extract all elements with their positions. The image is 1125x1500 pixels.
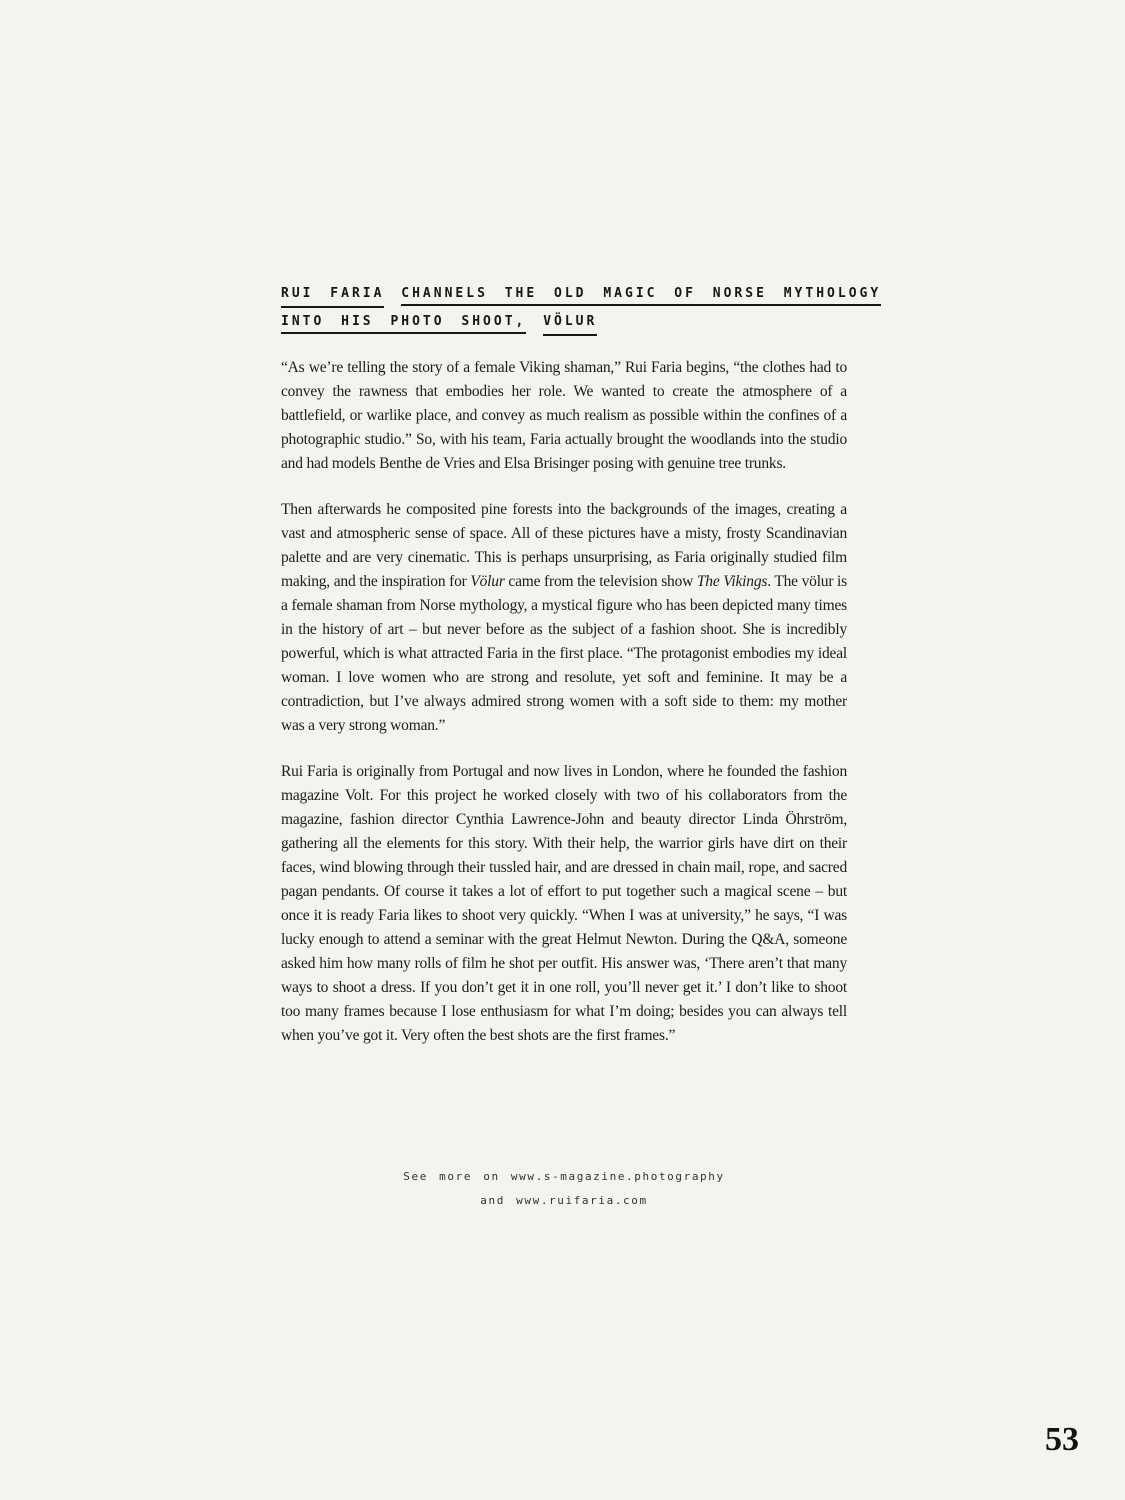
page-number: 53 — [1045, 1421, 1079, 1458]
headline-shoot-title: VÖLUR — [543, 315, 597, 336]
paragraph-2 — [281, 498, 847, 738]
headline-photographer-name: RUI FARIA — [281, 287, 384, 308]
article-headline — [281, 286, 882, 334]
paragraph-2-text: . The völur is a female shaman from Norse mythology, a mystical figure who has been depicted many times in the history of art – but never before as the subject of a fashion shoot. She is incredibly powerful, which is what attracted Faria in the first place. “The protagonist embodies my ideal woman. I love women who are strong and resolute, yet soft and feminine. It may be a contradiction, but I’ve always admired strong women with a soft side to them: my mother was a very strong woman.” — [281, 573, 847, 734]
headline-line1-text: CHANNELS THE OLD MAGIC OF NORSE MYTHOLOGY — [401, 287, 881, 306]
footer-url-line-1: See more on www.s-magazine.photography — [403, 1170, 725, 1183]
paragraph-3: Rui Faria is originally from Portugal and now lives in London, where he founded the fashion magazine Volt. For this project he worked closely with two of his collaborators from the magazine, fashion director Cynthia Lawrence-John and beauty director Linda Öhrström, gathering all the elements for this story. With their help, the warrior girls have dirt on their faces, wind blowing through their tussled hair, and are dressed in chain mail, rope, and sacred pagan pendants. Of course it takes a lot of effort to put together such a magical scene – but once it is ready Faria likes to shoot very quickly. “When I was at university,” he says, “I was lucky enough to attend a seminar with the great Helmut Newton. During the Q&A, someone asked him how many rolls of film he shot per outfit. His answer was, ‘There aren’t that many ways to shoot a dress. If you don’t get it in one roll, you’ll never get it.’ I don’t like to shoot too many frames because I lose enthusiasm for what I’m doing; besides you can always tell when you’ve got it. Very often the best shots are the first frames.” — [281, 763, 847, 1044]
headline-line-2 — [281, 315, 847, 334]
paragraph-2-text: Then afterwards he composited pine forests into the backgrounds of the images, creating a vast and atmospheric sense of space. All of these pictures have a misty, frosty Scandinavian palette and are very cinematic. This is perhaps unsurprising, as Faria originally studied film making, and the inspiration for — [281, 501, 847, 590]
paragraph-1: “As we’re telling the story of a female Viking shaman,” Rui Faria begins, “the clothes had to convey the rawness that embodies her role. We wanted to create the atmosphere of a battlefield, or warlike place, and convey as much realism as possible within the confines of a photographic studio.” So, with his team, Faria actually brought the woodlands into the studio and had models Benthe de Vries and Elsa Brisinger posing with genuine tree trunks. — [281, 359, 847, 472]
headline-line-1 — [281, 286, 882, 306]
headline-line2-text: INTO HIS PHOTO SHOOT, — [281, 315, 526, 334]
paragraph-2-text: came from the television show — [504, 573, 697, 590]
see-more-footer — [281, 1165, 847, 1213]
article-body — [281, 356, 847, 1070]
italic-title-the-vikings: The Vikings — [696, 573, 768, 590]
footer-url-line-2: and www.ruifaria.com — [480, 1194, 648, 1207]
italic-title-volur: Völur — [470, 573, 505, 590]
